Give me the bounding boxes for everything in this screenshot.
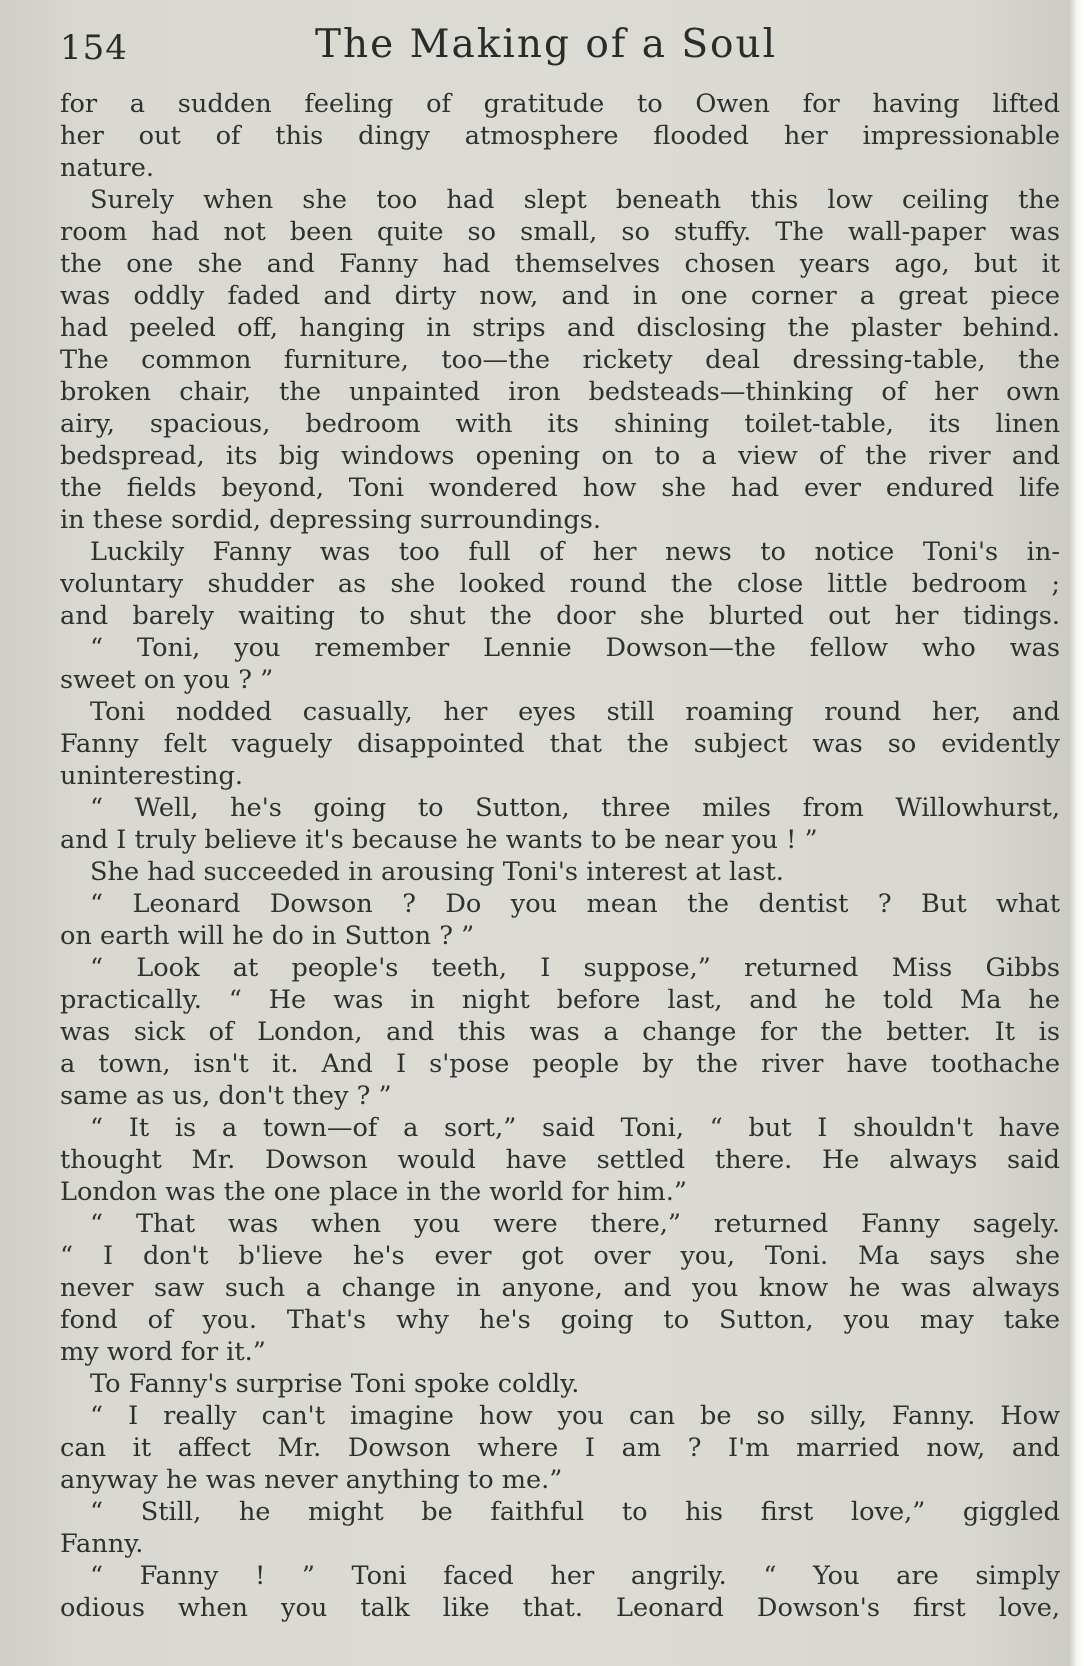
text-line: the fields beyond, Toni wondered how she had ever endured life [60,473,1060,503]
body-text [60,88,1060,1648]
text-line: bedspread, its big windows opening on to a view of the river and [60,441,1060,471]
text-line: was sick of London, and this was a change for the better. It is [60,1017,1060,1047]
page-number: 154 [60,28,128,68]
text-line: and I truly believe it's because he wants to be near you ! ” [60,825,818,855]
text-line: Surely when she too had slept beneath this low ceiling the [90,185,1060,215]
page-header [60,14,1060,74]
text-line: broken chair, the unpainted iron bedsteads—thinking of her own [60,377,1060,407]
text-line: her out of this dingy atmosphere flooded her impressionable [60,121,1060,151]
text-line: London was the one place in the world for him.” [60,1177,687,1207]
text-line: and barely waiting to shut the door she blurted out her tidings. [60,601,1060,631]
text-line: practically. “ He was in night before last, and he told Ma he [60,985,1060,1015]
text-line: sweet on you ? ” [60,665,274,695]
text-line: on earth will he do in Sutton ? ” [60,921,475,951]
text-line: odious when you talk like that. Leonard Dowson's first love, [60,1593,1060,1623]
text-line: “ That was when you were there,” returned Fanny sagely. [90,1209,1060,1239]
text-line: had peeled off, hanging in strips and disclosing the plaster behind. [60,313,1060,343]
text-line: my word for it.” [60,1337,266,1367]
text-line: thought Mr. Dowson would have settled there. He always said [60,1145,1060,1175]
page-edge [1070,0,1084,1666]
text-line: Toni nodded casually, her eyes still roaming round her, and [90,697,1060,727]
text-line: To Fanny's surprise Toni spoke coldly. [90,1369,580,1399]
text-line: can it affect Mr. Dowson where I am ? I'm married now, and [60,1433,1060,1463]
text-line: in these sordid, depressing surroundings. [60,505,602,535]
text-line: “ Well, he's going to Sutton, three miles from Willowhurst, [90,793,1060,823]
text-line: airy, spacious, bedroom with its shining toilet-table, its linen [60,409,1060,439]
text-line: “ Fanny ! ” Toni faced her angrily. “ You are simply [90,1561,1060,1591]
text-line: “ It is a town—of a sort,” said Toni, “ but I shouldn't have [90,1113,1060,1143]
text-line: Fanny. [60,1529,144,1559]
text-line: same as us, don't they ? ” [60,1081,392,1111]
text-line: “ Toni, you remember Lennie Dowson—the fellow who was [90,633,1060,663]
text-line: voluntary shudder as she looked round the close little bedroom ; [60,569,1060,599]
text-line: nature. [60,153,155,183]
text-line: She had succeeded in arousing Toni's interest at last. [90,857,784,887]
text-line: was oddly faded and dirty now, and in one corner a great piece [60,281,1060,311]
text-line: for a sudden feeling of gratitude to Owen for having lifted [60,89,1060,119]
text-line: The common furniture, too—the rickety deal dressing-table, the [60,345,1060,375]
text-line: Luckily Fanny was too full of her news to notice Toni's in- [90,537,1060,567]
text-line: Fanny felt vaguely disappointed that the subject was so evidently [60,729,1060,759]
text-line: “ I don't b'lieve he's ever got over you, Toni. Ma says she [60,1241,1060,1271]
text-line: “ Look at people's teeth, I suppose,” returned Miss Gibbs [90,953,1060,983]
text-line: a town, isn't it. And I s'pose people by the river have toothache [60,1049,1060,1079]
text-line: fond of you. That's why he's going to Sutton, you may take [60,1305,1060,1335]
text-line: anyway he was never anything to me.” [60,1465,563,1495]
text-line: the one she and Fanny had themselves chosen years ago, but it [60,249,1060,279]
text-line: “ I really can't imagine how you can be so silly, Fanny. How [90,1401,1060,1431]
text-line: uninteresting. [60,761,244,791]
text-line: never saw such a change in anyone, and you know he was always [60,1273,1060,1303]
text-line: “ Leonard Dowson ? Do you mean the dentist ? But what [90,889,1060,919]
text-line: “ Still, he might be faithful to his first love,” giggled [90,1497,1060,1527]
running-title: The Making of a Soul [315,22,778,67]
text-line: room had not been quite so small, so stuffy. The wall-paper was [60,217,1060,247]
